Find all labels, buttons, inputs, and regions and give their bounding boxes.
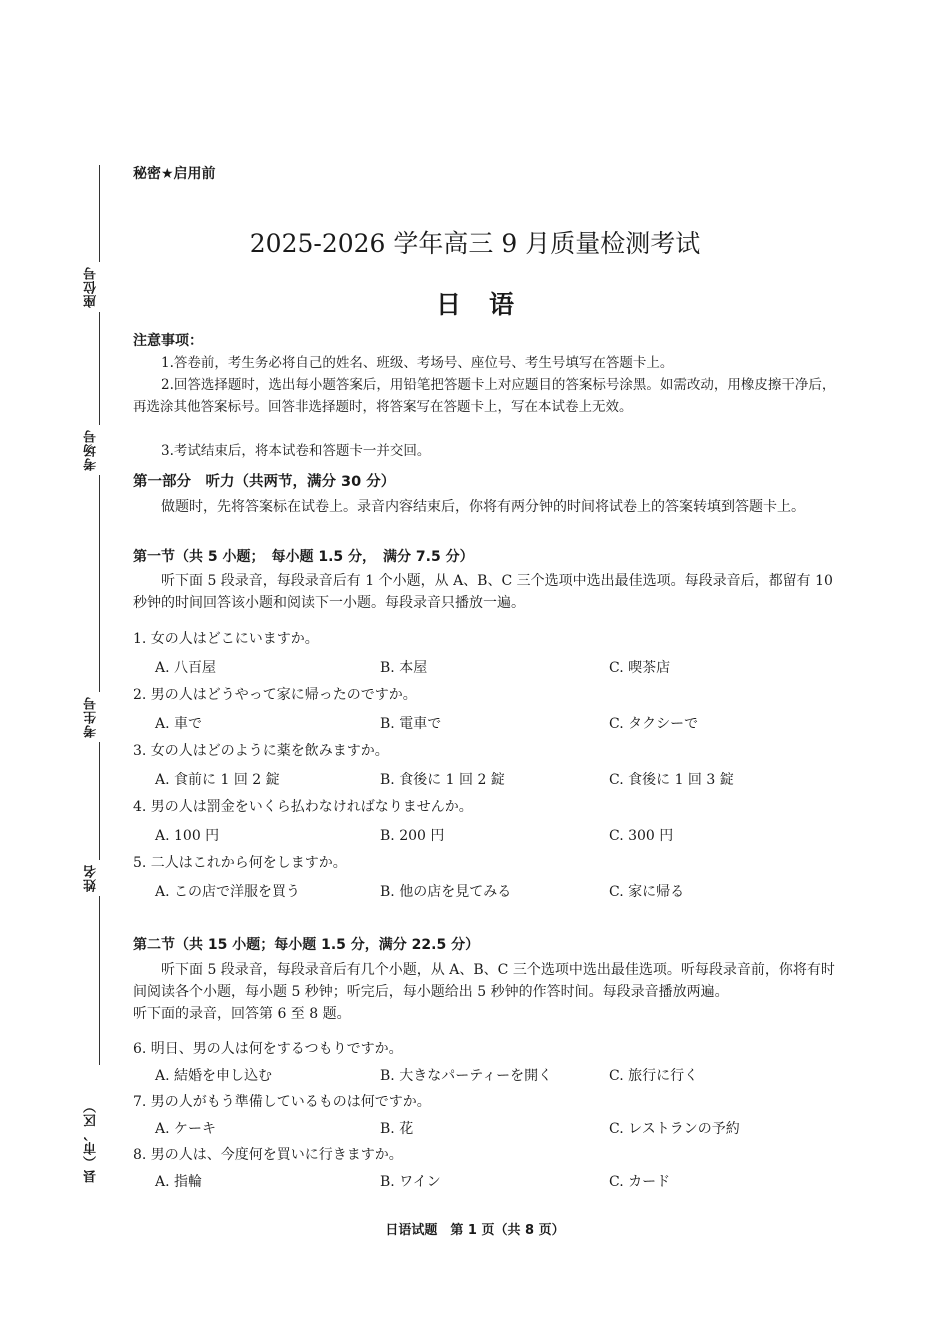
county-label: 县（市、区） xyxy=(82,1095,101,1187)
exam-title: 2025-2026 学年高三 9 月质量检测考试 xyxy=(249,229,701,258)
q3-option-a: A. 食前に 1 回 2 錠 xyxy=(155,772,280,788)
q6-option-c: C. 旅行に行く xyxy=(609,1068,699,1084)
section1-instruction: 听下面 5 段录音，每段录音后有 1 个小题，从 A、B、C 三个选项中选出最佳选项。每段录音后，都留有 10 秒钟的时间回答该小题和阅读下一小题。每段录音只播放一遍。 xyxy=(133,573,833,611)
section2-instruction: 听下面 5 段录音，每段录音后有几个小题，从 A、B、C 三个选项中选出最佳选项。听每段录音前，你将有时间阅读各个小题，每小题 5 秒钟；听完后，每小题给出 5 秒钟的作答时间。每段录音播放两遍。 xyxy=(133,962,835,1000)
q4-option-c: C. 300 円 xyxy=(609,828,674,844)
subject-title: 日语 xyxy=(435,290,542,319)
page-footer: 日语试题 第 1 页（共 8 页） xyxy=(385,1223,565,1238)
note-item-3: 3.考试结束后，将本试卷和答题卡一并交回。 xyxy=(161,443,431,459)
question-2: 2. 男の人はどうやって家に帰ったのですか。 xyxy=(133,687,417,703)
q8-option-a: A. 指輪 xyxy=(155,1174,203,1190)
question-5: 5. 二人はこれから何をしますか。 xyxy=(133,855,347,871)
q3-option-c: C. 食後に 1 回 3 錠 xyxy=(609,772,734,788)
exam-room-label: 考场号 xyxy=(82,425,101,475)
question-7: 7. 男の人がもう準備しているものは何ですか。 xyxy=(133,1094,431,1110)
q5-option-b: B. 他の店を見てみる xyxy=(380,884,512,900)
question-1: 1. 女の人はどこにいますか。 xyxy=(133,631,319,647)
q6-option-b: B. 大きなパーティーを開く xyxy=(380,1068,553,1084)
q1-option-a: A. 八百屋 xyxy=(155,660,217,676)
question-6: 6. 明日、男の人は何をするつもりですか。 xyxy=(133,1041,403,1057)
q7-option-c: C. レストランの予約 xyxy=(609,1121,740,1137)
examinee-number-label: 考生号 xyxy=(82,692,101,742)
q3-option-b: B. 食後に 1 回 2 錠 xyxy=(380,772,505,788)
part1-instruction: 做题时，先将答案标在试卷上。录音内容结束后，你将有两分钟的时间将试卷上的答案转填到答题卡上。 xyxy=(161,499,805,515)
part1-heading: 第一部分 听力（共两节，满分 30 分） xyxy=(133,474,396,490)
q7-option-a: A. ケーキ xyxy=(155,1121,217,1137)
q1-option-c: C. 喫茶店 xyxy=(609,660,671,676)
q1-option-b: B. 本屋 xyxy=(380,660,428,676)
note-item-2: 2.回答选择题时，选出每小题答案后，用铅笔把答题卡上对应题目的答案标号涂黑。如需改动，用橡皮擦干净后，再选涂其他答案标号。回答非选择题时，将答案写在答题卡上，写在本试卷上无效。 xyxy=(133,377,836,415)
q4-option-a: A. 100 円 xyxy=(155,828,220,844)
q2-option-c: C. タクシーで xyxy=(609,716,699,732)
confidential-mark: 秘密★启用前 xyxy=(133,166,216,182)
question-4: 4. 男の人は罰金をいくら払わなければなりませんか。 xyxy=(133,799,473,815)
q7-option-b: B. 花 xyxy=(380,1121,414,1137)
name-label: 姓名 xyxy=(82,860,101,896)
section1-heading: 第一节（共 5 小题； 每小题 1.5 分， 满分 7.5 分） xyxy=(133,549,474,565)
q6-option-a: A. 結婚を申し込む xyxy=(155,1068,273,1084)
note-item-1: 1.答卷前，考生务必将自己的姓名、班级、考场号、座位号、考生号填写在答题卡上。 xyxy=(161,355,674,371)
q5-option-a: A. この店で洋服を買う xyxy=(155,884,301,900)
question-3: 3. 女の人はどのように薬を飲みますか。 xyxy=(133,743,389,759)
question-8: 8. 男の人は、今度何を買いに行きますか。 xyxy=(133,1147,403,1163)
q8-option-c: C. カード xyxy=(609,1174,671,1190)
q8-option-b: B. ワイン xyxy=(380,1174,441,1190)
q4-option-b: B. 200 円 xyxy=(380,828,445,844)
notes-heading: 注意事项： xyxy=(133,333,203,349)
q2-option-b: B. 電車で xyxy=(380,716,442,732)
section2-sub-instruction: 听下面的录音，回答第 6 至 8 题。 xyxy=(133,1006,351,1022)
q2-option-a: A. 車で xyxy=(155,716,203,732)
seat-number-label: 座位号 xyxy=(82,262,101,312)
section2-heading: 第二节（共 15 小题；每小题 1.5 分，满分 22.5 分） xyxy=(133,937,480,953)
q5-option-c: C. 家に帰る xyxy=(609,884,685,900)
